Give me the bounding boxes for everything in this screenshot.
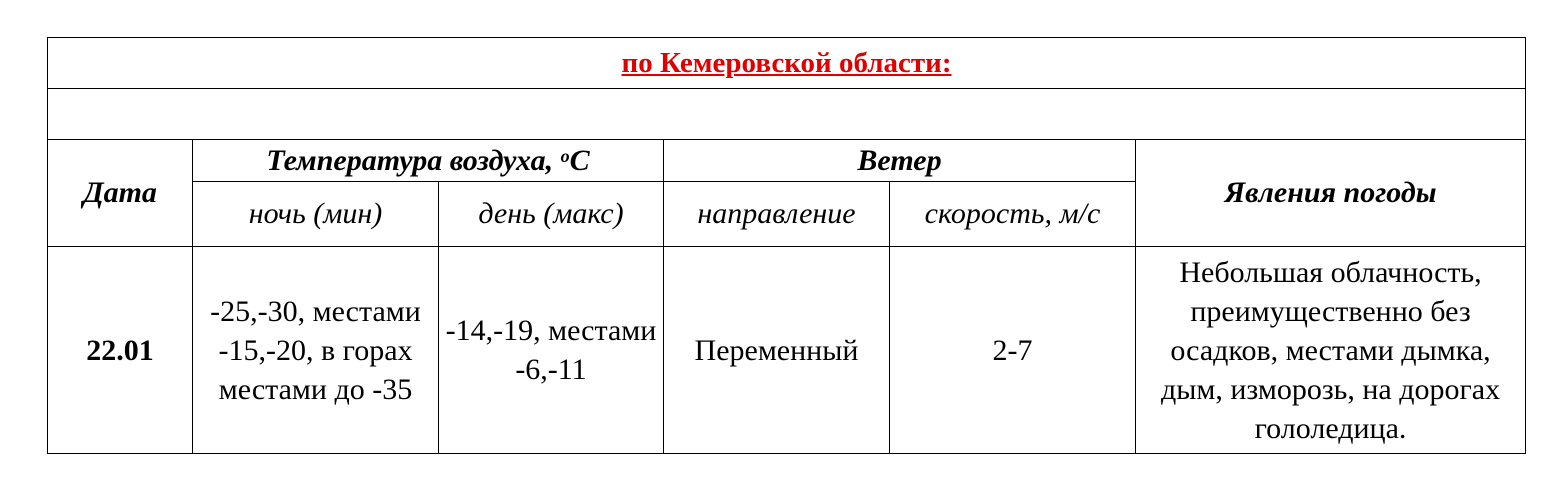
header-day: день (макс) [439,182,664,247]
header-wind-direction: направление [664,182,890,247]
region-title: по Кемеровской области: [48,38,1526,89]
header-wind-speed: скорость, м/с [890,182,1136,247]
cell-day: -14,-19, местами -6,-11 [439,247,664,454]
header-temperature-unit: С [569,143,590,177]
header-phenomena: Явления погоды [1136,140,1526,247]
degree-mark: о [560,145,570,166]
forecast-table [47,37,1526,454]
header-date: Дата [48,140,193,247]
cell-night: -25,-30, местами -15,-20, в горах местами до -35 [193,247,439,454]
cell-wind-direction: Переменный [664,247,890,454]
header-row-group [48,140,1526,182]
blank-row [48,89,1526,140]
header-temperature [193,140,664,182]
title-row [48,38,1526,89]
header-wind: Ветер [664,140,1136,182]
cell-date: 22.01 [48,247,193,454]
header-night: ночь (мин) [193,182,439,247]
blank-cell [48,89,1526,140]
cell-phenomena: Небольшая облачность, преимущественно без осадков, местами дымка, дым, изморозь, на дорогах гололедица. [1136,247,1526,454]
cell-wind-speed: 2-7 [890,247,1136,454]
data-row [48,247,1526,454]
header-temperature-label: Температура воздуха, [266,143,561,177]
